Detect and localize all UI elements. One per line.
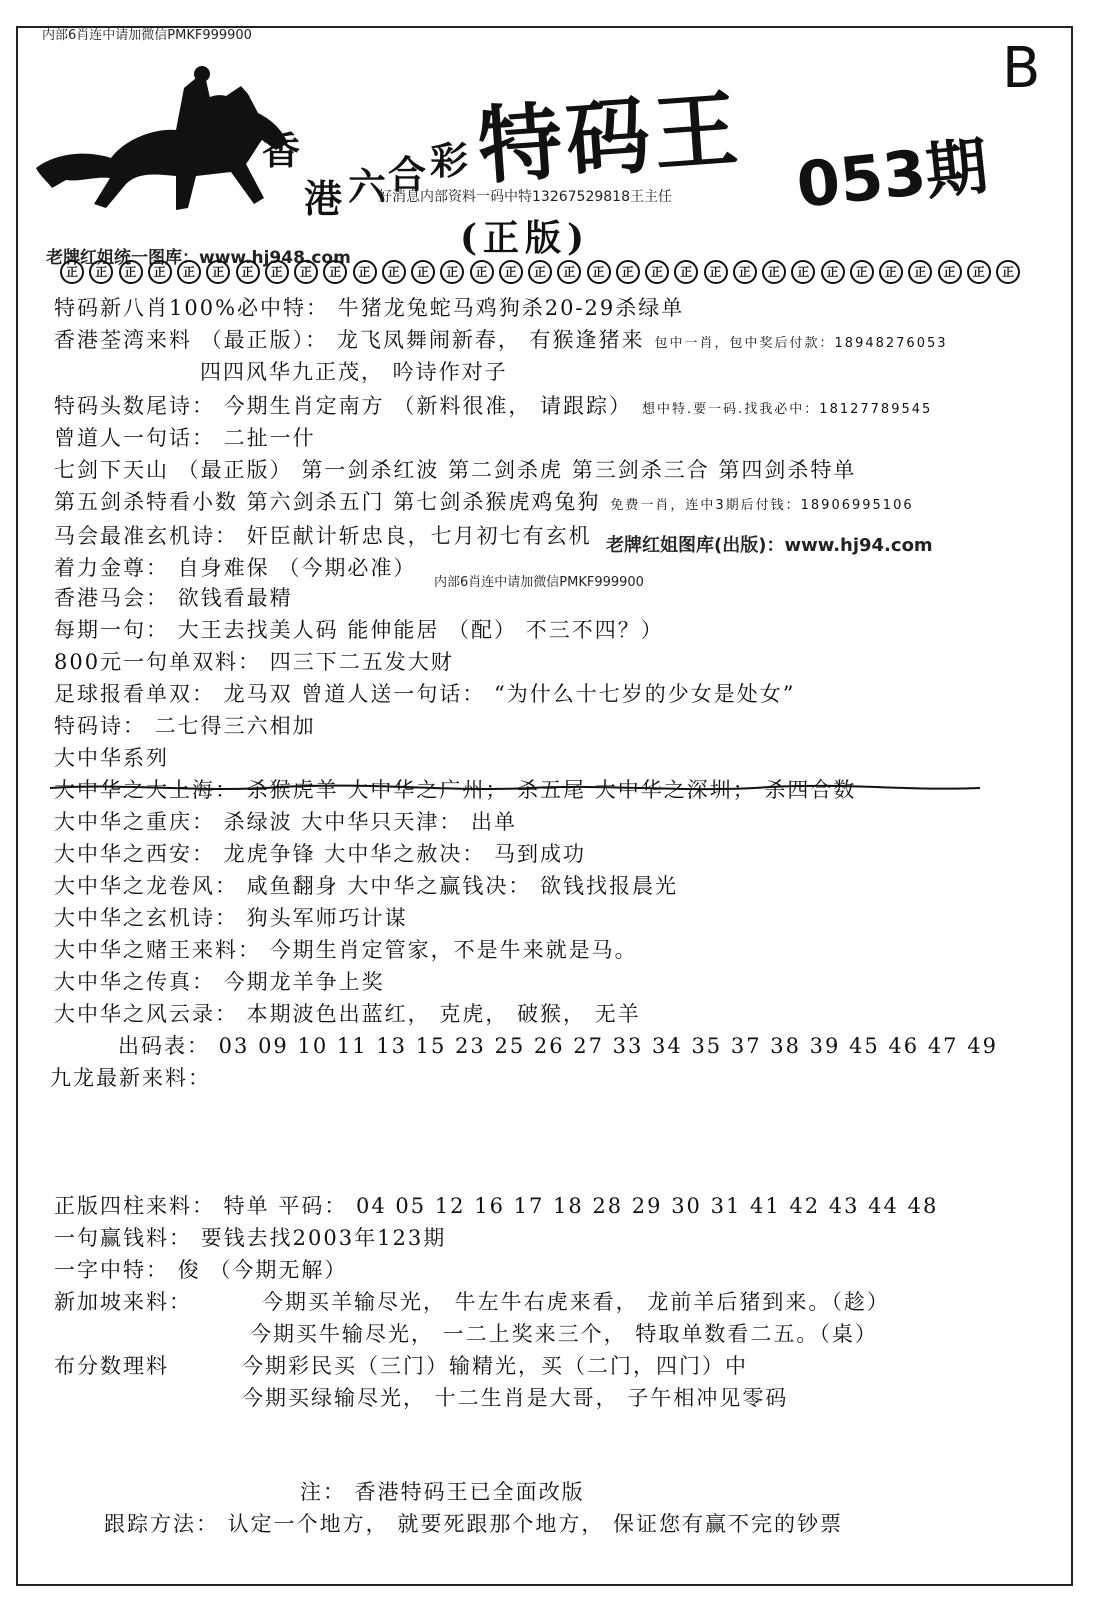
seal-stamp: 正 [440,260,464,284]
text-line: 大中华之赌王来料： 今期生肖定管家，不是牛来就是马。 [54,938,638,962]
wechat-ad-mid: 内部6肖连中请加微信PMKF999900 [434,575,644,590]
text-line: 九龙最新来料： [50,1066,211,1090]
seal-row [60,260,1020,284]
seal-stamp: 正 [821,260,845,284]
text-line: 四四风华九正茂， 吟诗作对子 [200,360,508,384]
seal-stamp: 正 [236,260,260,284]
seal-stamp: 正 [791,260,815,284]
seal-stamp: 正 [470,260,494,284]
side-ad: 包中一肖，包中奖后付款：18948276053 [654,336,948,351]
seal-stamp: 正 [967,260,991,284]
seal-stamp: 正 [353,260,377,284]
seal-stamp: 正 [908,260,932,284]
text-line [54,390,932,420]
site-ad-top: 老牌红姐统一图库：www.hj948.com [46,248,351,268]
text-line: 一句赢钱料： 要钱去找2003年123期 [54,1226,447,1250]
text-line: 大中华之风云录： 本期波色出蓝红， 克虎， 破猴， 无羊 [54,1002,641,1026]
text-line: 今期彩民买（三门）输精光，买（二门，四门）中 [242,1354,748,1378]
line-text: 香港荃湾来料 （最正版）： 龙飞凤舞闹新春， 有猴逢猪来 [54,328,645,352]
seal-stamp: 正 [323,260,347,284]
text-line: 布分数理料 [54,1354,169,1378]
text-line: 出码表： 03 09 10 11 13 15 23 25 26 27 33 34 35 37 38 39 45 46 47 49 [118,1034,998,1058]
issue-number: 053期 [793,129,992,222]
seal-stamp: 正 [996,260,1020,284]
text-line: 大中华之西安： 龙虎争锋 大中华之赦决： 马到成功 [54,842,587,866]
seal-stamp: 正 [89,260,113,284]
text-line: 特码新八肖100%必中特： 牛猪龙兔蛇马鸡狗杀20-29杀绿单 [54,296,685,320]
strike-through-scribble [50,781,980,795]
text-line: 跟踪方法： 认定一个地方， 就要死跟那个地方， 保证您有赢不完的钞票 [104,1512,844,1536]
seal-stamp: 正 [704,260,728,284]
seal-stamp: 正 [587,260,611,284]
seal-stamp: 正 [294,260,318,284]
seal-stamp: 正 [206,260,230,284]
wechat-ad-top: 内部6肖连中请加微信PMKF999900 [42,28,252,43]
text-line: 大中华之玄机诗： 狗头军师巧计谋 [54,906,408,930]
text-line: 今期买牛输尽光， 一二上奖来三个， 特取单数看二五。（桌） [250,1322,878,1346]
seal-stamp: 正 [119,260,143,284]
seal-stamp: 正 [60,260,84,284]
title-char: 合 [388,152,427,197]
text-line: 香港马会： 欲钱看最精 [54,586,293,610]
text-line: 一字中特： 俊 （今期无解） [54,1258,348,1282]
text-line: 800元一句单双料： 四三下二五发大财 [54,650,454,674]
seal-stamp: 正 [148,260,172,284]
seal-stamp: 正 [879,260,903,284]
text-line: 七剑下天山 （最正版） 第一剑杀红波 第二剑杀虎 第三剑杀三合 第四剑杀特单 [54,458,857,482]
text-line: 曾道人一句话： 二扯一什 [54,426,316,450]
line-text: 特码头数尾诗： 今期生肖定南方 （新料很准， 请跟踪） [54,394,633,418]
text-line: 正版四柱来料： 特单 平码： 04 05 12 16 17 18 28 29 30 31 41 42 43 44 48 [54,1194,939,1218]
text-line: 新加坡来料： [54,1290,192,1314]
title-main: 特码王 [474,78,746,197]
line-text: 第五剑杀特看小数 第六剑杀五门 第七剑杀猴虎鸡兔狗 [54,490,601,514]
text-line: 马会最准玄机诗： 奸臣献计斩忠良，七月初七有玄机 [54,524,592,548]
text-line: 足球报看单双： 龙马双 曾道人送一句话： “为什么十七岁的少女是处女” [54,682,796,706]
good-news-ad: 好消息内部资料一码中特13267529818王主任 [378,189,672,205]
seal-stamp: 正 [177,260,201,284]
side-ad: 免费一肖，连中3期后付钱：18906995106 [610,498,914,513]
text-line: 注： 香港特码王已全面改版 [300,1480,585,1504]
text-line: 每期一句： 大王去找美人码 能伸能居 （配） 不三不四？） [54,618,664,642]
seal-stamp: 正 [674,260,698,284]
text-line: 大中华之重庆： 杀绿波 大中华只天津： 出单 [54,810,518,834]
seal-stamp: 正 [616,260,640,284]
text-line: 特码诗： 二七得三六相加 [54,714,316,738]
title-char: 港 [304,176,343,221]
side-ad: 想中特.要一码.找我必中：18127789545 [642,402,933,417]
text-line: 大中华之龙卷风： 咸鱼翻身 大中华之赢钱决： 欲钱找报晨光 [54,874,679,898]
text-line [54,324,948,354]
text-line: 今期买羊输尽光， 牛左牛右虎来看， 龙前羊后猪到来。（趁） [262,1290,890,1314]
seal-stamp: 正 [733,260,757,284]
seal-stamp: 正 [645,260,669,284]
seal-stamp: 正 [411,260,435,284]
seal-stamp: 正 [850,260,874,284]
edition-letter: B [1002,36,1041,101]
text-line: 着力金尊： 自身难保 （今期必准） [54,556,417,580]
seal-stamp: 正 [265,260,289,284]
seal-stamp: 正 [528,260,552,284]
genuine-edition-label: (正版) [460,217,591,259]
seal-stamp: 正 [557,260,581,284]
seal-stamp: 正 [762,260,786,284]
title-char: 彩 [430,138,469,183]
title-char: 香 [262,128,301,173]
seal-stamp: 正 [382,260,406,284]
site-ad-mid: 老牌红姐图库(出版)：www.hj94.com [606,535,933,556]
text-line: 大中华之传真： 今期龙羊争上奖 [54,970,385,994]
seal-stamp: 正 [938,260,962,284]
text-line: 今期买绿输尽光， 十二生肖是大哥， 子午相冲见零码 [242,1386,789,1410]
seal-stamp: 正 [499,260,523,284]
title-char: 六 [348,164,387,209]
text-line: 大中华之大上海： 杀猴虎羊 大中华之广州； 杀五尾 大中华之深圳； 杀四合数 [54,778,857,802]
text-line: 大中华系列 [54,746,169,770]
text-line [54,486,914,516]
